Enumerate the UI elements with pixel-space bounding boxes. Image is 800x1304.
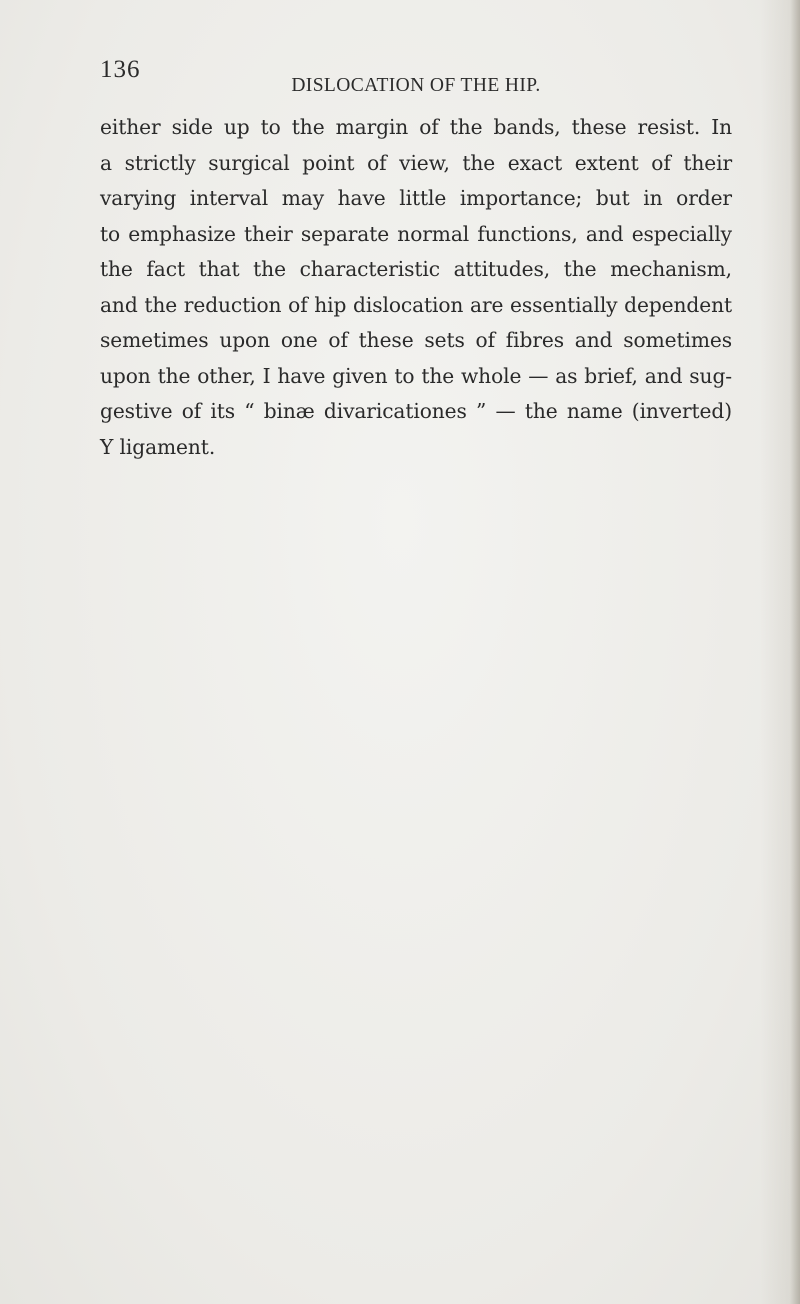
body-paragraph [100, 110, 732, 465]
text-line: semetimes upon one of these sets of fibres and sometimes [100, 328, 732, 352]
running-head: DISLOCATION OF THE HIP. [291, 75, 541, 96]
text-line: varying interval may have little importance; but in order [100, 186, 732, 210]
text-line: a strictly surgical point of view, the exact extent of their [100, 150, 732, 175]
page-number: 136 [100, 56, 141, 83]
text-line: to emphasize their separate normal functions, and especially [100, 221, 732, 246]
text-line: and the reduction of hip dislocation are essentially dependent [100, 292, 732, 317]
text-line: the fact that the characteristic attitudes, the mechanism, [100, 257, 732, 281]
text-line: either side up to the margin of the bands, these resist. In [100, 115, 732, 139]
text-line: gestive of its “ binæ divaricationes ” — the name (inverted) [100, 399, 732, 423]
text-line: Y ligament. [100, 434, 216, 459]
text-line: upon the other, I have given to the whole — as brief, and sug- [100, 363, 732, 388]
